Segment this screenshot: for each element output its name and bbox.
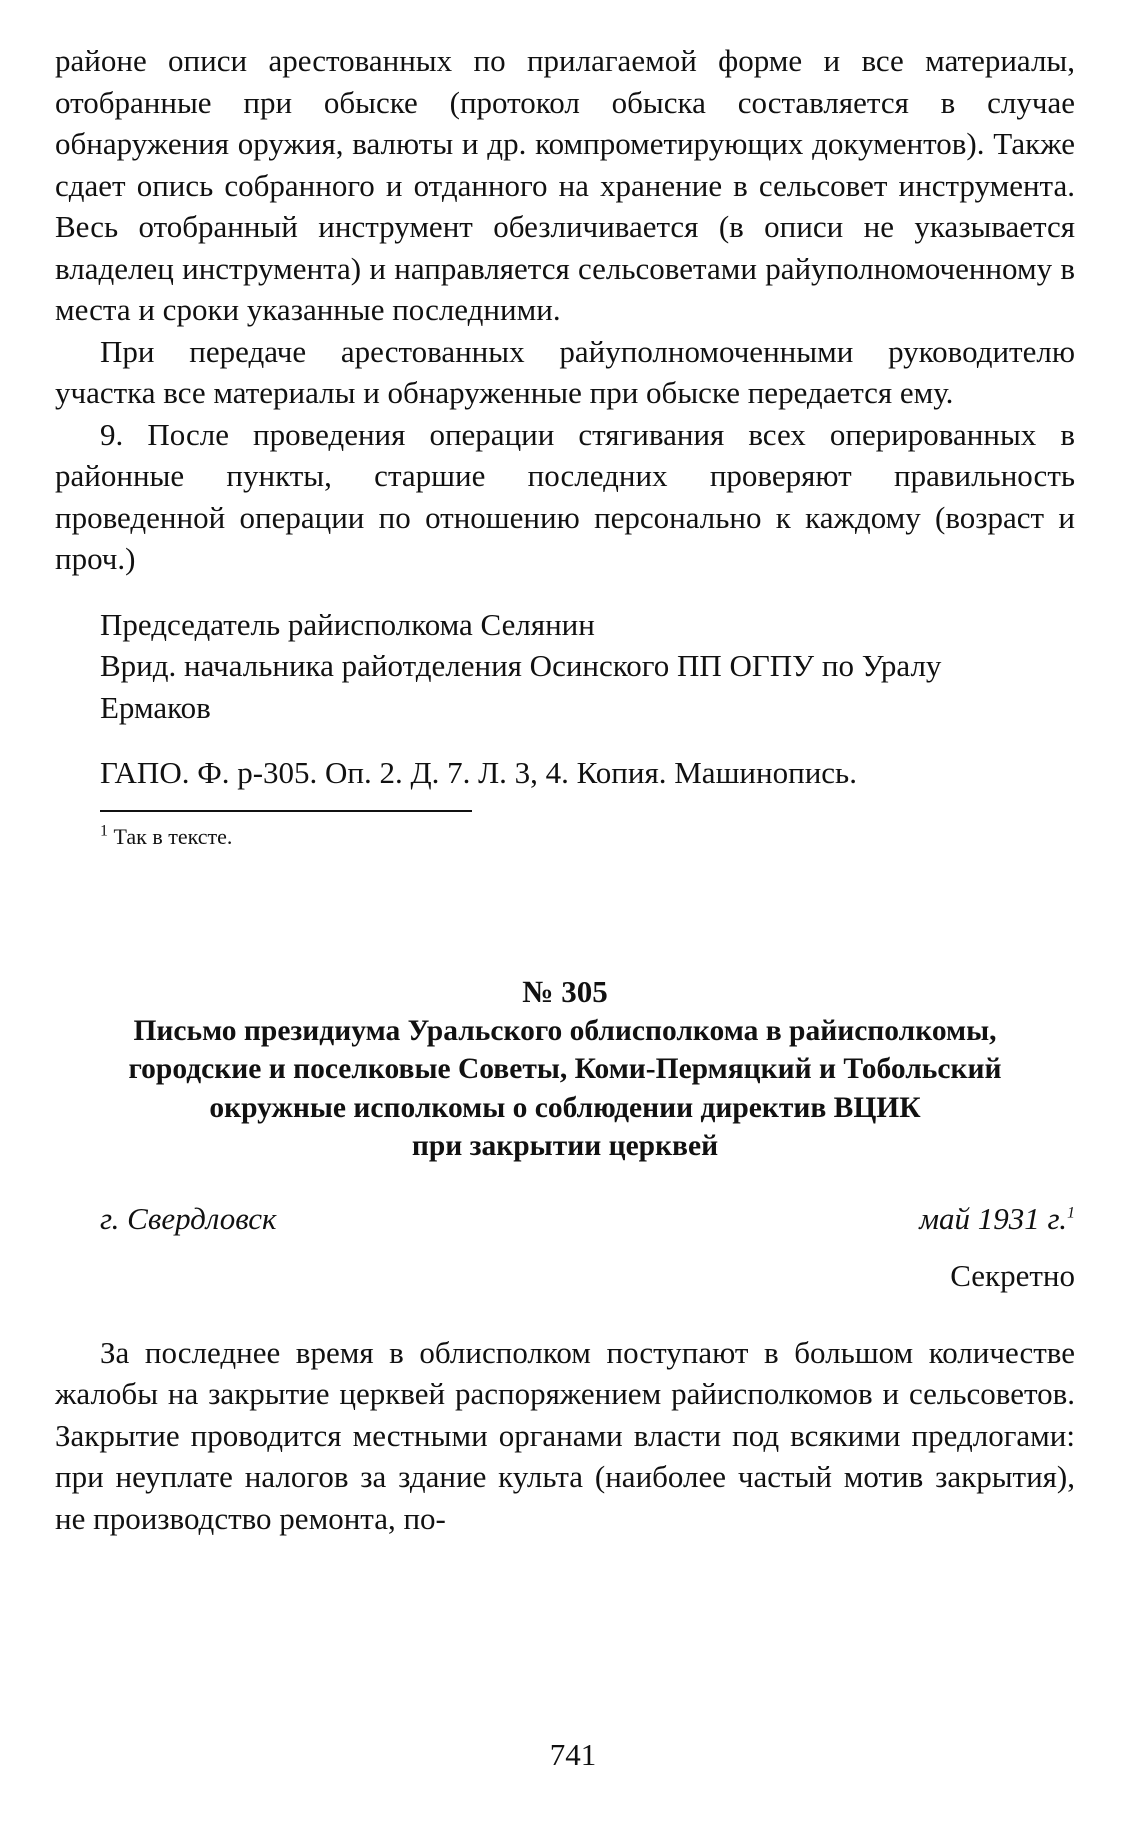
signature-ogpu-name: Ермаков [100, 689, 211, 725]
document-title-line: при закрытии церквей [411, 1130, 719, 1162]
document-title-line: Письмо президиума Уральского облисполкома в райисполкомы, [133, 1014, 997, 1047]
paragraph-transfer: При передаче арестованных райуполномоченными руководителю участка все материалы и обнаруженные при обыске передается ему. [55, 333, 1075, 410]
signature-block [55, 604, 1075, 729]
date-footnote-marker: 1 [1067, 1204, 1075, 1222]
document-title [60, 1012, 1070, 1166]
document-page [55, 40, 1075, 1539]
signature-ogpu-title: Врид. начальника райотделения Осинского ПП ОГПУ по Уралу [100, 648, 942, 683]
classification-label: Секретно [950, 1257, 1075, 1293]
paragraph-item-9: 9. После проведения операции стягивания всех оперированных в районные пункты, старшие последних проверяют правильность проведенной операции по отношению персонально к каждому (возраст и проч.) [55, 416, 1075, 576]
document-date-text: май 1931 г. [919, 1200, 1067, 1236]
paragraph-continuation: районе описи арестованных по прилагаемой форме и все материалы, отобранные при обыске (протокол обыска составляется в случае обнаружения оружия, валюты и др. компрометирующих документов). Также сдает опись собранного и отданного на хранение в сельсовет инструмента. Весь отобранный инструмент обезличивается (в описи не указывается владелец инструмента) и направляется сельсоветами райуполномоченному в места и сроки указанные последними. [55, 43, 1075, 327]
archive-reference: ГАПО. Ф. р-305. Оп. 2. Д. 7. Л. 3, 4. Копия. Машинопись. [100, 755, 857, 790]
footnote-marker: 1 [100, 822, 108, 840]
document-number: № 305 [522, 973, 608, 1009]
signature-chairman: Председатель райисполкома Селянин [100, 606, 595, 642]
document-date [919, 1198, 1075, 1239]
document-place: г. Свердловск [100, 1200, 277, 1236]
document-body-paragraph: За последнее время в облисполком поступают в большом количестве жалобы на закрытие церквей распоряжением райисполкомов и сельсоветов. Закрытие проводится местными органами власти под всякими предлогами: при неуплате налогов за здание культа (наиболее частый мотив закрытия), не производство ремонта, по- [55, 1334, 1075, 1536]
document-title-line: окружные исполкомы о соблюдении директив ВЦИК [209, 1091, 921, 1124]
page-number: 741 [549, 1737, 597, 1772]
footnote-text: Так в тексте. [113, 823, 233, 849]
footnote-divider [100, 810, 472, 812]
document-title-line: городские и поселковые Советы, Коми-Пермяцкий и Тобольский [128, 1053, 1002, 1085]
footnote [55, 822, 1075, 852]
place-date-line [55, 1198, 1075, 1239]
